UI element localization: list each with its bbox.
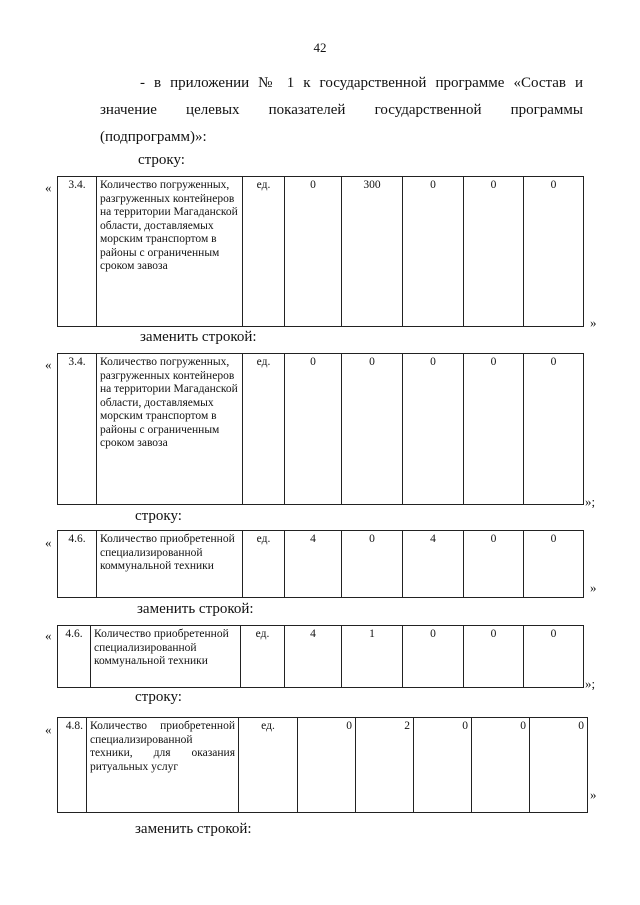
value-cell: 0	[285, 354, 342, 505]
page-number: 42	[313, 40, 327, 55]
value-cell: 0	[524, 177, 584, 327]
value-cell: 0	[403, 354, 464, 505]
open-quote: «	[45, 180, 52, 195]
table-row	[58, 718, 588, 813]
indicator-name: Количество приобретенной специализированной коммунальной техники	[97, 531, 243, 598]
row-label: строку:	[138, 152, 185, 168]
unit-cell: ед.	[239, 718, 298, 813]
close-quote-semicolon: »;	[585, 494, 596, 509]
value-cell: 4	[285, 626, 342, 688]
value-cell: 0	[342, 354, 403, 505]
table-row	[58, 626, 584, 688]
row-number: 4.8.	[58, 718, 87, 813]
table-row	[58, 177, 584, 327]
value-cell: 0	[464, 531, 524, 598]
value-cell: 0	[530, 718, 588, 813]
row-number: 4.6.	[58, 531, 97, 598]
unit-cell: ед.	[243, 354, 285, 505]
indicator-name: Количество погруженных, разгруженных контейнеров на территории Магаданской области, доставляемых морским транспортом в районы с ограниченным сроком завоза	[97, 177, 243, 327]
value-cell: 4	[285, 531, 342, 598]
close-quote: »	[590, 315, 597, 330]
indicator-name: Количество погруженных, разгруженных контейнеров на территории Магаданской области, доставляемых морским транспортом в районы с ограниченным сроком завоза	[97, 354, 243, 505]
intro-line-2: значение целевых показателей государственной программы	[100, 102, 583, 118]
indicator-table-4	[57, 625, 584, 688]
table-row	[58, 354, 584, 505]
replace-label: заменить строкой:	[140, 329, 257, 345]
value-cell: 4	[403, 531, 464, 598]
value-cell: 2	[356, 718, 414, 813]
value-cell: 0	[414, 718, 472, 813]
value-cell: 300	[342, 177, 403, 327]
value-cell: 0	[524, 354, 584, 505]
value-cell: 0	[464, 626, 524, 688]
indicator-table-1	[57, 176, 584, 327]
open-quote: «	[45, 628, 52, 643]
close-quote-semicolon: »;	[585, 676, 596, 691]
unit-cell: ед.	[243, 177, 285, 327]
intro-paragraph	[100, 70, 583, 151]
value-cell: 0	[298, 718, 356, 813]
row-label: строку:	[135, 508, 182, 524]
open-quote: «	[45, 535, 52, 550]
value-cell: 0	[285, 177, 342, 327]
value-cell: 0	[464, 177, 524, 327]
intro-line-1: - в приложении № 1 к государственной программе «Состав и	[140, 75, 583, 91]
value-cell: 1	[342, 626, 403, 688]
indicator-table-3	[57, 530, 584, 598]
close-quote: »	[590, 580, 597, 595]
close-quote: »	[590, 787, 597, 802]
value-cell: 0	[524, 531, 584, 598]
unit-cell: ед.	[243, 531, 285, 598]
indicator-name: Количество приобретенной специализированной коммунальной техники	[91, 626, 241, 688]
unit-cell: ед.	[241, 626, 285, 688]
replace-label: заменить строкой:	[135, 821, 252, 837]
value-cell: 0	[464, 354, 524, 505]
value-cell: 0	[524, 626, 584, 688]
table-row	[58, 531, 584, 598]
row-label: строку:	[135, 689, 182, 705]
open-quote: «	[45, 722, 52, 737]
indicator-name: Количество приобретенной специализированной техники, для оказания ритуальных услуг	[87, 718, 239, 813]
value-cell: 0	[342, 531, 403, 598]
intro-line-3: (подпрограмм)»:	[100, 129, 207, 145]
indicator-table-2	[57, 353, 584, 505]
open-quote: «	[45, 357, 52, 372]
value-cell: 0	[472, 718, 530, 813]
indicator-table-5	[57, 717, 588, 813]
value-cell: 0	[403, 177, 464, 327]
replace-label: заменить строкой:	[137, 601, 254, 617]
row-number: 4.6.	[58, 626, 91, 688]
row-number: 3.4.	[58, 177, 97, 327]
row-number: 3.4.	[58, 354, 97, 505]
value-cell: 0	[403, 626, 464, 688]
